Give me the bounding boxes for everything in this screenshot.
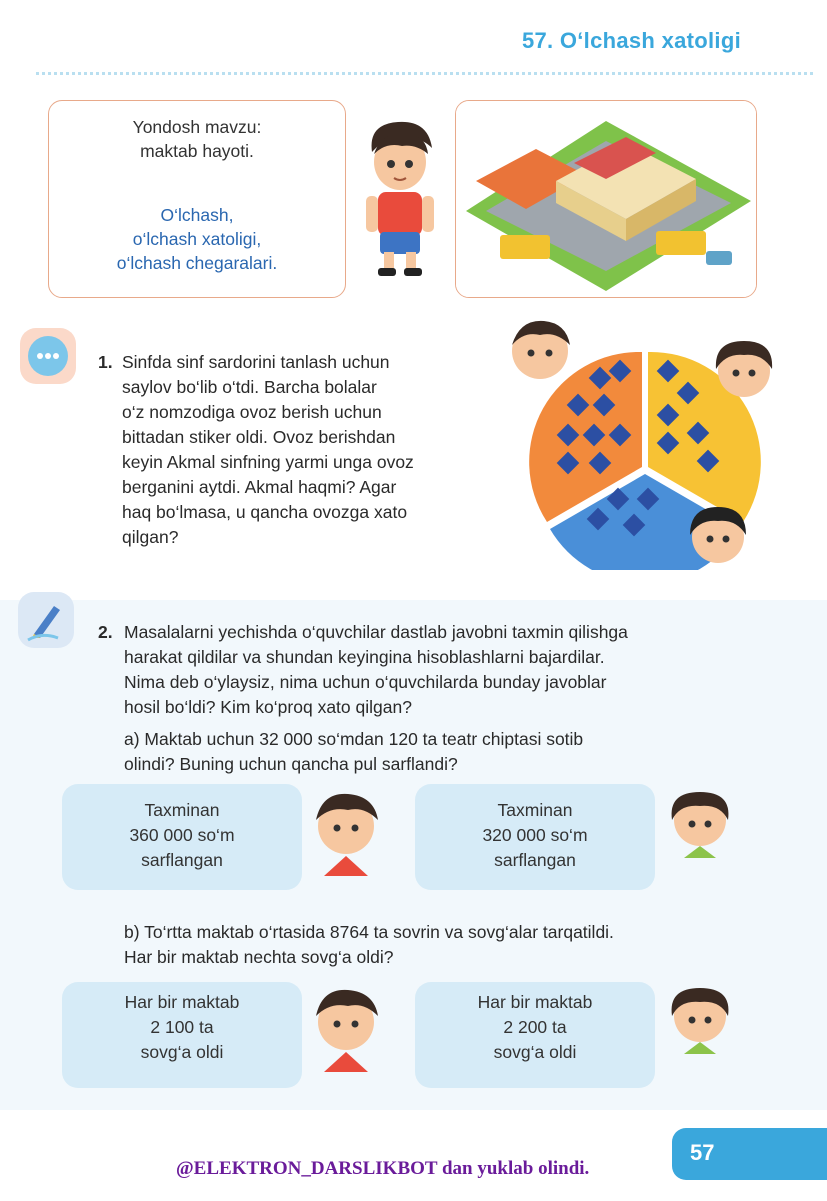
task-2b-line: b) To‘rtta maktab o‘rtasida 8764 ta sovrin va sovg‘alar tarqatildi. xyxy=(124,922,614,942)
task-1-line: berganini aytdi. Akmal haqmi? Agar xyxy=(122,477,397,497)
task-2-line: Masalalarni yechishda o‘quvchilar dastlab javobni taxmin qilishga xyxy=(124,622,628,642)
school-illustration-frame xyxy=(455,100,757,298)
answer-line: 2 200 ta xyxy=(503,1017,567,1037)
discussion-icon xyxy=(20,328,76,384)
boy-illustration xyxy=(358,118,442,282)
task-1-line: Sinfda sinf sardorini tanlash uchun xyxy=(122,352,390,372)
task-1-line: o‘z nomzodiga ovoz berish uchun xyxy=(122,402,382,422)
task-2-line: harakat qildilar va shundan keyingina hisoblashlarni bajardilar. xyxy=(124,647,605,667)
page-number: 57 xyxy=(690,1140,715,1165)
task-1-number: 1. xyxy=(98,352,113,372)
topic-line-1: Yondosh mavzu: xyxy=(132,117,262,137)
page-title: 57. O‘lchash xatoligi xyxy=(521,28,741,53)
answer-line: sovg‘a oldi xyxy=(493,1042,577,1062)
girl-face-icon xyxy=(662,980,738,1056)
task-1 xyxy=(98,350,488,550)
header-divider xyxy=(36,72,813,75)
topic-box xyxy=(48,100,346,298)
task-1-line: qilgan? xyxy=(122,527,179,547)
footer-download-note: @ELEKTRON_DARSLIKBOT dan yuklab olindi. xyxy=(176,1158,590,1179)
answer-line: sovg‘a oldi xyxy=(140,1042,224,1062)
task-2a-line: a) Maktab uchun 32 000 so‘mdan 120 ta teatr chiptasi sotib xyxy=(124,729,584,749)
answer-line: sarflangan xyxy=(141,850,223,870)
term-1: O‘lchash, xyxy=(160,205,234,225)
task-1-line: haq bo‘lmasa, u qancha ovozga xato xyxy=(122,502,408,522)
task-2-number: 2. xyxy=(98,622,113,642)
answer-line: 360 000 so‘m xyxy=(129,825,235,845)
task-2a-line: olindi? Buning uchun qancha pul sarflandi? xyxy=(124,754,458,774)
task-1-line: bittadan stiker oldi. Ovoz berishdan xyxy=(122,427,396,447)
school-illustration xyxy=(456,101,756,297)
answer-bubble-a1 xyxy=(62,784,302,890)
page-number-badge xyxy=(672,1128,827,1180)
answer-bubble-b2 xyxy=(415,982,655,1088)
writing-icon xyxy=(18,592,74,648)
answer-line: Har bir maktab xyxy=(124,992,240,1012)
answer-line: 320 000 so‘m xyxy=(482,825,588,845)
answer-line: Har bir maktab xyxy=(477,992,593,1012)
task-1-line: saylov bo‘lib o‘tdi. Barcha bolalar xyxy=(122,377,377,397)
girl-face-icon xyxy=(662,784,738,860)
task-2 xyxy=(98,620,738,777)
task-2-line: hosil bo‘ldi? Kim ko‘proq xato qilgan? xyxy=(124,697,412,717)
answer-line: Taxminan xyxy=(144,800,220,820)
answer-line: sarflangan xyxy=(494,850,576,870)
answer-bubble-a2 xyxy=(415,784,655,890)
term-3: o‘lchash chegaralari. xyxy=(116,253,278,273)
task-1-line: keyin Akmal sinfning yarmi unga ovoz xyxy=(122,452,414,472)
term-2: o‘lchash xatoligi, xyxy=(132,229,262,249)
vote-pie-illustration xyxy=(500,315,790,570)
answer-line: 2 100 ta xyxy=(150,1017,214,1037)
task-2b xyxy=(124,920,744,970)
task-2b-line: Har bir maktab nechta sovg‘a oldi? xyxy=(124,947,394,967)
answer-bubble-b1 xyxy=(62,982,302,1088)
boy-face-icon xyxy=(308,790,384,876)
boy-face-icon xyxy=(308,986,384,1072)
topic-line-2: maktab hayoti. xyxy=(140,141,254,161)
task-2-line: Nima deb o‘ylaysiz, nima uchun o‘quvchilarda bunday javoblar xyxy=(124,672,607,692)
answer-line: Taxminan xyxy=(497,800,573,820)
